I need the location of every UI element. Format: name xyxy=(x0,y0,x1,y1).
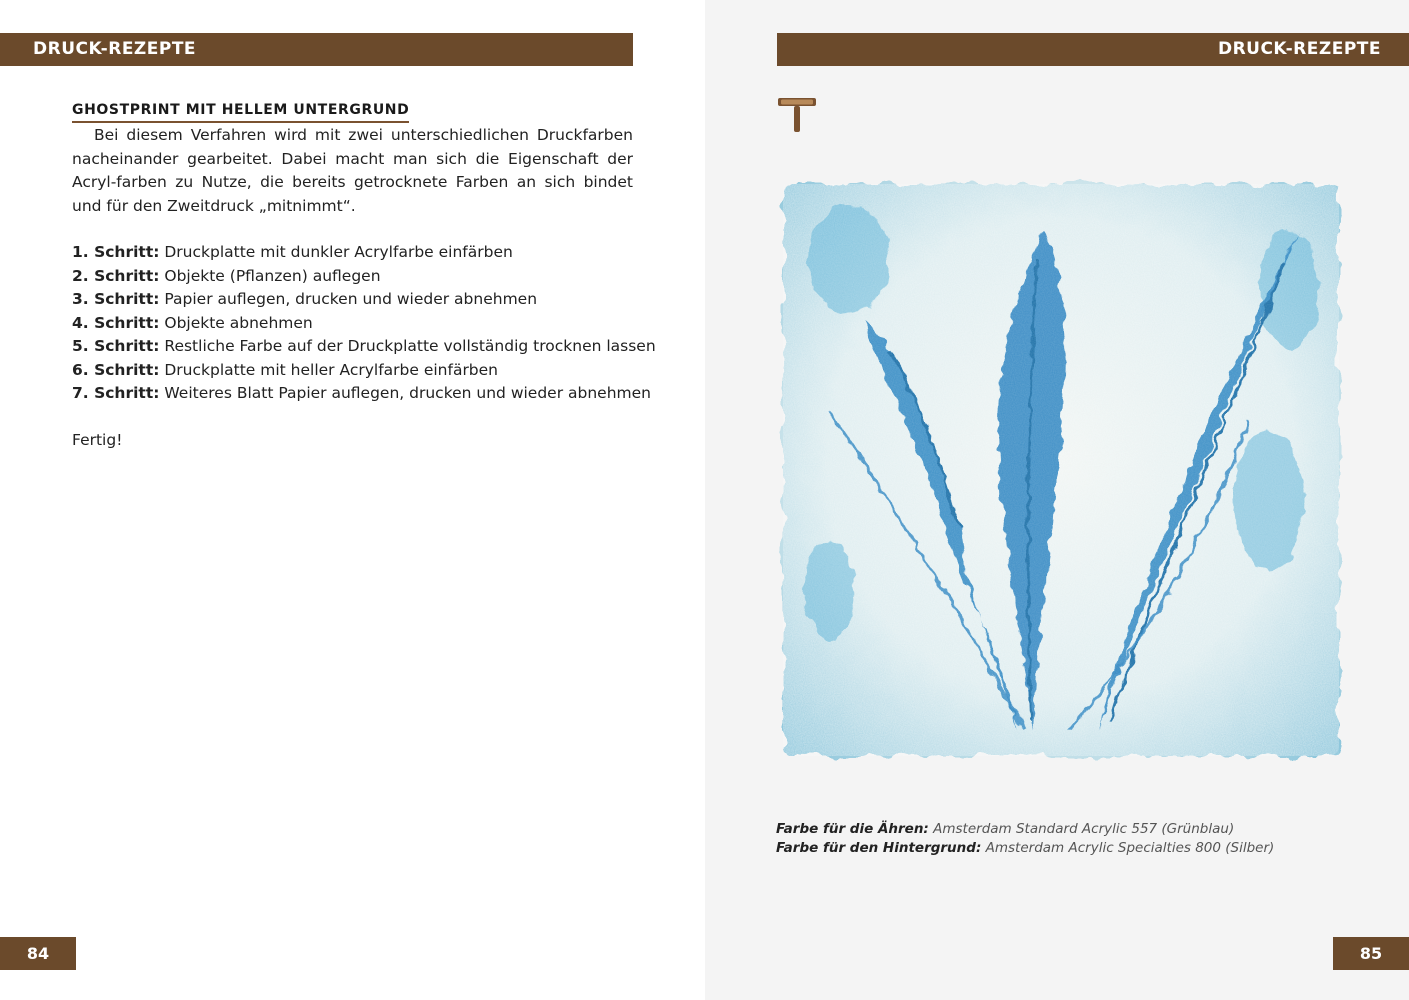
section-title: GHOSTPRINT MIT HELLEM UNTERGRUND xyxy=(72,102,409,123)
left-header: DRUCK-REZEPTE xyxy=(0,33,633,66)
ghostprint-image xyxy=(769,170,1351,770)
right-header: DRUCK-REZEPTE xyxy=(777,33,1409,66)
image-caption xyxy=(776,820,1274,858)
roller-icon xyxy=(777,96,817,136)
caption-value: Amsterdam Acrylic Specialties 800 (Silber) xyxy=(985,840,1275,856)
step-item xyxy=(72,241,672,265)
page-number-left: 84 xyxy=(0,937,76,970)
step-item xyxy=(72,288,672,312)
step-label: 6. Schritt: xyxy=(72,360,160,379)
step-text: Papier auflegen, drucken und wieder abnehmen xyxy=(164,290,538,308)
step-label: 5. Schritt: xyxy=(72,337,160,355)
caption-value: Amsterdam Standard Acrylic 557 (Grünblau) xyxy=(933,821,1235,837)
step-text: Objekte (Pflanzen) auflegen xyxy=(164,266,381,285)
step-item xyxy=(72,335,672,359)
step-label: 7. Schritt: xyxy=(72,384,160,402)
step-label: 2. Schritt: xyxy=(72,266,160,285)
step-text: Weiteres Blatt Papier auflegen, drucken und wieder abnehmen xyxy=(164,384,651,402)
right-page xyxy=(705,0,1409,1000)
step-label: 4. Schritt: xyxy=(72,313,160,332)
step-label: 1. Schritt: xyxy=(72,243,160,261)
page-number-right: 85 xyxy=(1333,937,1409,970)
step-item xyxy=(72,265,672,289)
step-text: Druckplatte mit dunkler Acrylfarbe einfärben xyxy=(164,243,513,261)
intro-paragraph: Bei diesem Verfahren wird mit zwei unterschiedlichen Druckfarben nacheinander gearbeitet. Dabei macht man sich die Eigenschaft der Acryl-farben zu Nutze, die bereits getrocknete Farben an sich bindet und für den Zweitdruck „mitnimmt“. xyxy=(72,126,633,215)
closing-text: Fertig! xyxy=(72,431,123,449)
step-item xyxy=(72,312,672,336)
caption-key: Farbe für den Hintergrund: xyxy=(776,840,982,856)
step-label: 3. Schritt: xyxy=(72,290,160,308)
step-item xyxy=(72,382,672,406)
caption-line xyxy=(776,820,1274,839)
step-item xyxy=(72,359,672,383)
step-text: Objekte abnehmen xyxy=(164,313,313,332)
caption-line xyxy=(776,839,1274,858)
steps-list xyxy=(72,241,672,406)
step-text: Druckplatte mit heller Acrylfarbe einfärben xyxy=(164,360,499,379)
caption-key: Farbe für die Ähren: xyxy=(776,821,929,837)
step-text: Restliche Farbe auf der Druckplatte vollständig trocknen lassen xyxy=(164,337,656,355)
